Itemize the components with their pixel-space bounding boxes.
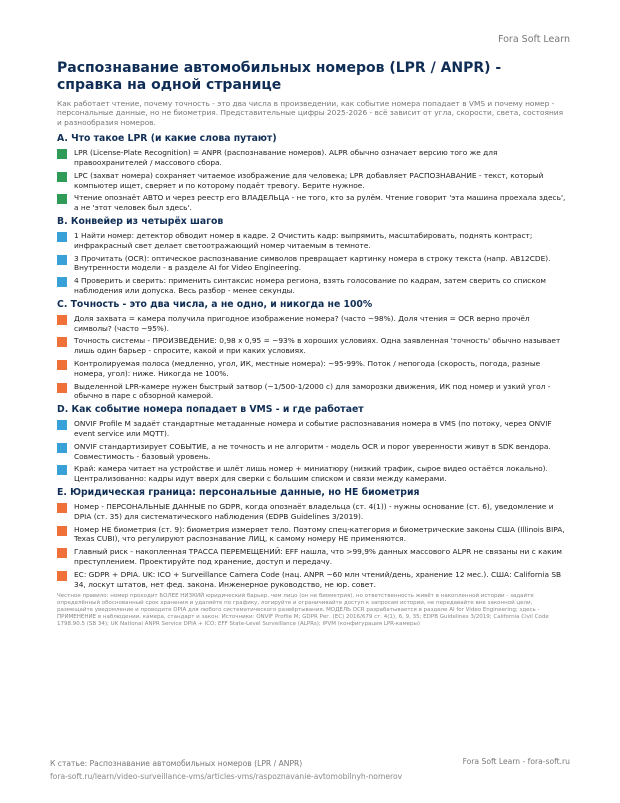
item-text: Чтение опознаёт АВТО и через реестр его ВЛАДЕЛЬЦА - не того, кто за рулём. Чтение говорит 'эта машина проехала здесь', а не 'этот человек был здесь'. [74, 193, 566, 213]
list-item [57, 231, 567, 251]
green-square-marker [57, 172, 67, 182]
section-heading: C. Точность - это два числа, а не одно, и никогда не 100% [57, 298, 373, 310]
section-c [57, 299, 567, 401]
list-item [57, 314, 567, 334]
item-text: ЕС: GDPR + DPIA. UK: ICO + Surveillance Camera Code (нац. ANPR ~60 млн чтений/день, хранение 12 мес.). США: California SB 34, лоскут штатов, нет фед. закона. Инженерное руководство, не юр. совет. [74, 569, 562, 589]
list-item [57, 382, 567, 402]
item-text: Главный риск - накопленная ТРАССА ПЕРЕМЕЩЕНИЙ: EFF нашла, что >99,9% данных массового ALPR не связаны ни с каким преступлением. Проектируйте под хранение, доступ и передачу. [74, 547, 562, 566]
brand-label: Fora Soft Learn [497, 34, 570, 45]
footer-left [50, 757, 402, 783]
green-square-marker [57, 149, 67, 159]
list-item [57, 464, 567, 484]
section-heading: D. Как событие номера попадает в VMS - и где работает [57, 404, 364, 416]
item-text: Выделенной LPR-камере нужен быстрый затвор (~1/500-1/2000 с) для заморозки движения, ИК под номер и узкий угол - обычно в паре с обзорной камерой. [74, 381, 551, 401]
orange-square-marker [57, 383, 67, 393]
section-b [57, 216, 567, 296]
orange-square-marker [57, 571, 67, 581]
item-text: LPC (захват номера) сохраняет читаемое изображение для человека; LPR добавляет РАСПОЗНАВАНИЕ - текст, который компьютер ищет, сверяет и по которому подаёт тревогу. Берите нужное. [74, 170, 544, 190]
section-a [57, 133, 567, 213]
footer-article-link[interactable]: К статье: Распознавание автомобильных номеров (LPR / ANPR) [50, 759, 303, 768]
blue-square-marker [57, 465, 67, 475]
orange-square-marker [57, 337, 67, 347]
item-text: Точность системы - ПРОИЗВЕДЕНИЕ: 0,98 x 0,95 = ~93% в хороших условиях. Одна заявленная 'точность' обычно называет лишь один барьер - спросите, какой и при каких условиях. [74, 336, 561, 356]
list-item [57, 276, 567, 296]
item-text: ONVIF стандартизирует СОБЫТИЕ, а не точность и не алгоритм - модель OCR и порог уверенности живут в SDK вендора. Совместимость - базовый уровень. [74, 441, 551, 461]
fine-print: Честное правило: номер проходит БОЛЕЕ НИЗКИЙ юридический барьер, чем лицо (он не биометрия), но ответственность живёт в накопленной истории - задайте определённый обоснованный срок хранения и удаляйте по графику, логируйте и ограничивайте доступ к запросам истории, не передавайте вне законной цели, размещайте уведомление и проводите DPIA для любого систематического развёртывания. МОДЕЛЬ OCR разрабатывается в разделе AI for Video Engineering; здесь - ПРИМЕНЕНИЕ в наблюдении, камера, стандарт и закон. Источники: ONVIF Profile M; GDPR Рег. (ЕС) 2016/679 ст. 4(1), 6, 9, 35; EDPB Guidelines 3/2019; California Civil Code 1798.90.5 (SB 34); UK National ANPR Service DPIA + ICO; EFF State-Level Surveillance (ALPRs); IPVM (конфигурация LPR-камеры) [57, 593, 549, 628]
item-text: Номер НЕ биометрия (ст. 9): биометрия измеряет тело. Поэтому спец-категория и биометрические законы США (Illinois BIPA, Texas CUBI), что регулируют распознавание ЛИЦ, к самому номеру НЕ применяются. [74, 524, 565, 544]
section-d [57, 404, 567, 484]
footer-url[interactable]: fora-soft.ru/learn/video-surveillance-vms/articles-vms/raspoznavanie-avtomobilnyh-nomerov [50, 772, 403, 781]
list-item [57, 419, 567, 439]
list-item [57, 570, 567, 590]
list-item [57, 148, 567, 168]
blue-square-marker [57, 232, 67, 242]
section-heading: E. Юридическая граница: персональные данные, но НЕ биометрия [57, 486, 420, 498]
blue-square-marker [57, 443, 67, 453]
list-item [57, 502, 567, 522]
orange-square-marker [57, 548, 67, 558]
sections-container [57, 133, 567, 589]
page-title: Распознавание автомобильных номеров (LPR / ANPR) - справка на одной странице [57, 60, 502, 93]
item-text: 1 Найти номер: детектор обводит номер в кадре. 2 Очистить кадр: выпрямить, масштабировать, поднять контраст; инфракрасный свет делает светоотражающий номер читаемым в темноте. [74, 231, 533, 250]
item-text: ONVIF Profile M задаёт стандартные метаданные номера и событие распознавания номера в VMS (по потоку, через ONVIF event service или MQTT). [74, 419, 552, 438]
item-text: Доля захвата = камера получила пригодное изображение номера? (часто ~98%). Доля чтения = OCR верно прочёл символы? (часто ~95%). [74, 313, 530, 333]
section-heading: A. Что такое LPR (и какие слова путают) [57, 133, 277, 145]
orange-square-marker [57, 315, 67, 325]
item-text: Край: камера читает на устройстве и шлёт лишь номер + миниатюру (низкий трафик, сырое видео остаётся локально). Централизованно: кадры идут вверх для сверки с большим списком и связи между камерами. [74, 464, 548, 484]
list-item [57, 547, 567, 567]
list-item [57, 525, 567, 545]
orange-square-marker [57, 526, 67, 536]
item-text: LPR (License-Plate Recognition) = ANPR (распознавание номеров). ALPR обычно означает версию того же для правоохранителей / массового сбора. [74, 148, 498, 168]
reference-sheet [57, 60, 567, 628]
list-item [57, 171, 567, 191]
blue-square-marker [57, 420, 67, 430]
green-square-marker [57, 194, 67, 204]
section-heading: B. Конвейер из четырёх шагов [57, 216, 224, 227]
item-text: 4 Проверить и сверить: применить синтаксис номера региона, взять голосование по кадрам, затем сверить со списком наблюдения или допуска. Весь разбор - менее секунды. [74, 276, 546, 295]
section-e [57, 487, 567, 589]
item-text: Контролируемая полоса (медленно, угол, ИК, местные номера): ~95-99%. Поток / непогода (скорость, погода, разные номера, угол): ниже. Никогда не 100%. [74, 358, 541, 378]
orange-square-marker [57, 360, 67, 370]
list-item [57, 254, 567, 274]
blue-square-marker [57, 255, 67, 265]
item-text: 3 Прочитать (OCR): оптическое распознавание символов превращает картинку номера в строку текста (напр. AB12CDE). Внутренности модели - в разделе AI for Video Engineering. [74, 253, 551, 273]
footer-site[interactable]: Fora Soft Learn - fora-soft.ru [462, 757, 570, 766]
list-item [57, 193, 567, 213]
list-item [57, 442, 567, 462]
orange-square-marker [57, 503, 67, 513]
blue-square-marker [57, 277, 67, 287]
item-text: Номер - ПЕРСОНАЛЬНЫЕ ДАННЫЕ по GDPR, когда опознаёт владельца (ст. 4(1)) - нужны основание (ст. 6), уведомление и DPIA (ст. 35) для систематического наблюдения (EDPB Guidelines 3/2019). [74, 501, 554, 521]
list-item [57, 336, 567, 356]
page-subtitle: Как работает чтение, почему точность - это два числа в произведении, как событие номера попадает в VMS и почему номер - персональные данные, но не биометрия. Представительные цифры 2025-2026 - всё зависит от угла, скорости, света, состояния и разнообразия номеров. [57, 99, 564, 127]
list-item [57, 359, 567, 379]
